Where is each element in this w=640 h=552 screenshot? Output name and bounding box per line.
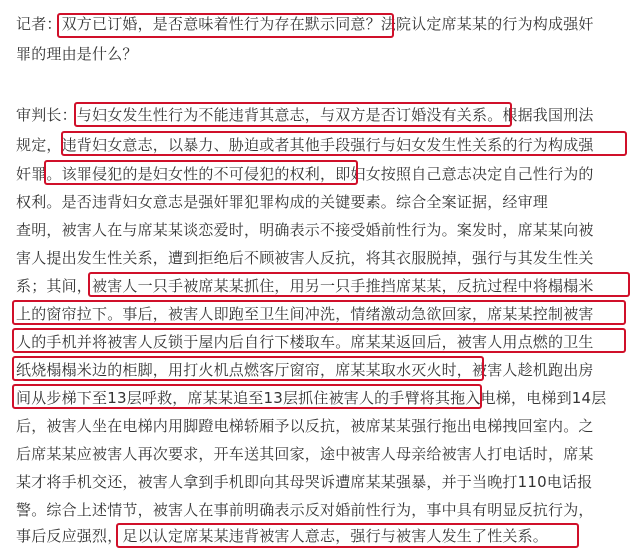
answer-line-9: 人的手机并将被害人反锁于屋内后自行下楼取车。席某某返回后，被害人用点燃的卫生 — [16, 333, 594, 351]
question-line-2: 罪的理由是什么？ — [16, 45, 138, 63]
answer-line-6: 害人提出发生性关系，遭到拒绝后不顾被害人反抗，将其衣服脱掉，强行与其发生性关 — [16, 249, 594, 267]
answer-line-2: 规定，违背妇女意志，以暴力、胁迫或者其他手段强行与妇女发生性关系的行为构成强 — [16, 136, 594, 154]
answer-line-14: 某才将手机交还，被害人拿到手机即向其母哭诉遭席某某强暴，并于当晚打110电话报 — [16, 473, 593, 491]
answer-line-11: 间从步梯下至13层呼救，席某某追至13层抓住被害人的手臂将其拖入电梯，电梯到14层 — [16, 389, 607, 407]
answer-line-5: 查明，被害人在与席某某谈恋爱时，明确表示不接受婚前性行为。案发时，席某某向被 — [16, 221, 594, 239]
answer-line-1: 审判长：与妇女发生性行为不能违背其意志，与双方是否订婚没有关系。根据我国刑法 — [16, 106, 594, 124]
question-line-1: 记者：双方已订婚，是否意味着性行为存在默示同意？法院认定席某某的行为构成强奸 — [16, 15, 594, 33]
answer-line-10: 纸烧榻榻米边的柜脚，用打火机点燃客厅窗帘，席某某取水灭火时，被害人趁机跑出房 — [16, 361, 594, 379]
answer-line-3: 奸罪。该罪侵犯的是妇女性的不可侵犯的权利，即妇女按照自己意志决定自己性行为的 — [16, 165, 594, 183]
answer-line-16: 事后反应强烈，足以认定席某某违背被害人意志，强行与被害人发生了性关系。 — [16, 527, 549, 545]
answer-line-13: 后席某某应被害人再次要求，开车送其回家，途中被害人母亲给被害人打电话时，席某 — [16, 445, 594, 463]
answer-line-15: 警。综合上述情节，被害人在事前明确表示反对婚前性行为，事中具有明显反抗行为， — [16, 501, 594, 519]
answer-line-4: 权利。是否违背妇女意志是强奸罪犯罪构成的关键要素。综合全案证据，经审理 — [16, 193, 549, 211]
answer-line-12: 后，被害人坐在电梯内用脚蹬电梯轿厢予以反抗，被席某某强行拖出电梯拽回室内。之 — [16, 417, 594, 435]
answer-line-7: 系；其间，被害人一只手被席某某抓住，用另一只手推挡席某某，反抗过程中将榻榻米 — [16, 277, 594, 295]
answer-line-8: 上的窗帘拉下。事后，被害人即跑至卫生间冲洗，情绪激动急欲回家，席某某控制被害 — [16, 305, 594, 323]
